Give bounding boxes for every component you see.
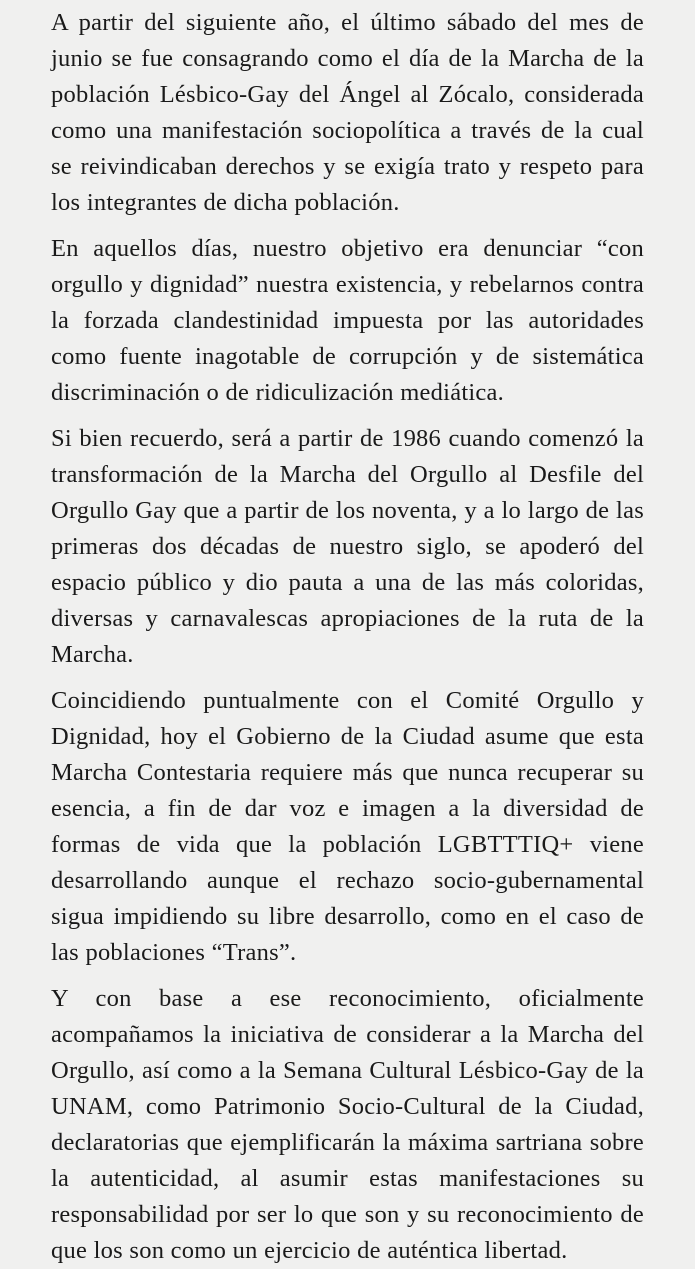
document-text-body	[51, 5, 644, 1269]
paragraph-2: En aquellos días, nuestro objetivo era denunciar “con orgullo y dignidad” nuestra existencia, y rebelarnos contra la forzada clandestinidad impuesta por las autoridades como fuente inagotable de corrupción y de sistemática discriminación o de ridiculización mediática.	[51, 235, 644, 406]
paragraph-4: Coincidiendo puntualmente con el Comité Orgullo y Dignidad, hoy el Gobierno de la Ciudad asume que esta Marcha Contestaria requiere más que nunca recuperar su esencia, a fin de dar voz e imagen a la diversidad de formas de vida que la población LGBTTTIQ+ viene desarrollando aunque el rechazo socio-gubernamental sigua impidiendo su libre desarrollo, como en el caso de las poblaciones “Trans”.	[51, 687, 644, 966]
paragraph-3: Si bien recuerdo, será a partir de 1986 cuando comenzó la transformación de la Marcha del Orgullo al Desfile del Orgullo Gay que a partir de los noventa, y a lo largo de las primeras dos décadas de nuestro siglo, se apoderó del espacio público y dio pauta a una de las más coloridas, diversas y carnavalescas apropiaciones de la ruta de la Marcha.	[51, 425, 644, 668]
paragraph-1: A partir del siguiente año, el último sábado del mes de junio se fue consagrando como el día de la Marcha de la población Lésbico-Gay del Ángel al Zócalo, considerada como una manifestación sociopolítica a través de la cual se reivindicaban derechos y se exigía trato y respeto para los integrantes de dicha población.	[51, 9, 644, 216]
paragraph-5: Y con base a ese reconocimiento, oficialmente acompañamos la iniciativa de considerar a la Marcha del Orgullo, así como a la Semana Cultural Lésbico-Gay de la UNAM, como Patrimonio Socio-Cultural de la Ciudad, declaratorias que ejemplificarán la máxima sartriana sobre la autenticidad, al asumir estas manifestaciones su responsabilidad por ser lo que son y su reconocimiento de que los son como un ejercicio de auténtica libertad.	[51, 985, 644, 1264]
